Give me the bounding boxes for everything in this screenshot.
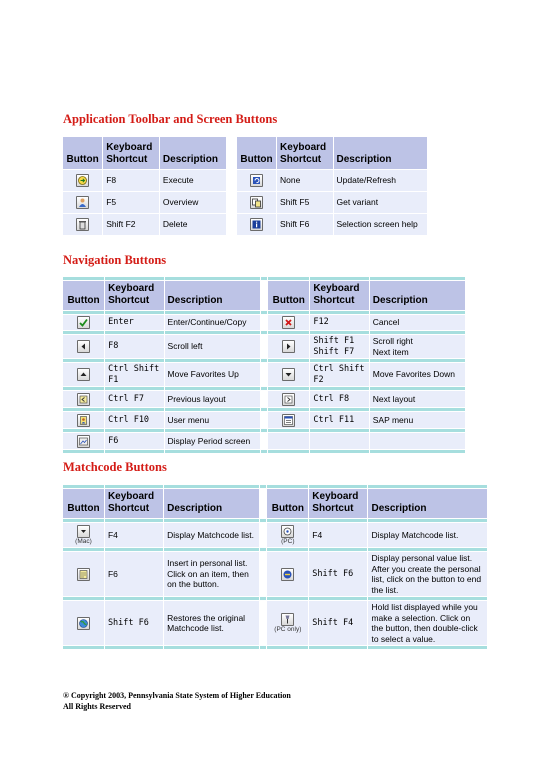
header-button: Button bbox=[237, 137, 276, 169]
header-keyboard-shortcut: Keyboard Shortcut bbox=[103, 137, 159, 169]
shortcut-cell: F4 bbox=[105, 523, 163, 547]
header-description: Description bbox=[334, 137, 428, 169]
header-description: Description bbox=[368, 489, 487, 518]
description-cell: Get variant bbox=[334, 192, 428, 213]
application-buttons-table-right bbox=[236, 136, 428, 236]
section-title-application-toolbar: Application Toolbar and Screen Buttons bbox=[63, 112, 278, 126]
header-description: Description bbox=[164, 489, 259, 518]
globe-icon bbox=[77, 617, 90, 630]
description-cell: Move Favorites Down bbox=[370, 363, 465, 386]
description-cell: User menu bbox=[165, 412, 260, 428]
user-menu-icon bbox=[77, 414, 90, 427]
shortcut-cell: Shift F1 Shift F7 bbox=[310, 335, 368, 358]
description-cell: Selection screen help bbox=[334, 214, 428, 235]
delete-icon bbox=[76, 218, 89, 231]
description-cell: Display Matchcode list. bbox=[368, 523, 487, 547]
matchcode-pc-icon bbox=[281, 525, 294, 538]
description-cell: Display Period screen bbox=[165, 433, 260, 449]
copyright-footer bbox=[63, 690, 291, 712]
shortcut-cell: None bbox=[277, 170, 332, 191]
shortcut-cell: F8 bbox=[105, 335, 163, 358]
description-cell: Hold list displayed while you make a selection. Click on the button, then double-click to select a value. bbox=[368, 601, 487, 645]
description-cell: Scroll left bbox=[165, 335, 260, 358]
shortcut-cell: F8 bbox=[103, 170, 159, 191]
shortcut-cell: Shift F5 bbox=[277, 192, 332, 213]
description-cell: Enter/Continue/Copy bbox=[165, 315, 260, 330]
description-cell: Update/Refresh bbox=[334, 170, 428, 191]
header-keyboard-shortcut: Keyboard Shortcut bbox=[310, 281, 368, 310]
arrow-down-icon bbox=[282, 368, 295, 381]
shortcut-cell: Ctrl F10 bbox=[105, 412, 163, 428]
shortcut-cell: Shift F2 bbox=[103, 214, 159, 235]
description-cell: Overview bbox=[160, 192, 226, 213]
section-title-matchcode: Matchcode Buttons bbox=[63, 460, 167, 474]
header-keyboard-shortcut: Keyboard Shortcut bbox=[105, 281, 163, 310]
header-description: Description bbox=[370, 281, 465, 310]
shortcut-cell: Ctrl Shift F2 bbox=[310, 363, 368, 386]
shortcut-cell: Ctrl F7 bbox=[105, 391, 163, 407]
header-button: Button bbox=[63, 281, 104, 310]
shortcut-cell: Shift F4 bbox=[309, 601, 367, 645]
arrow-right-icon bbox=[282, 340, 295, 353]
matchcode-buttons-table bbox=[62, 484, 488, 650]
previous-layout-icon bbox=[77, 393, 90, 406]
header-description: Description bbox=[165, 281, 260, 310]
copyright-line: ® Copyright 2003, Pennsylvania State System of Higher Education bbox=[63, 691, 291, 700]
shortcut-cell: Ctrl F8 bbox=[310, 391, 368, 407]
description-cell: Insert in personal list. Click on an item, then on the button. bbox=[164, 552, 259, 596]
shortcut-cell: F6 bbox=[105, 552, 163, 596]
dropdown-icon bbox=[77, 525, 90, 538]
arrow-left-icon bbox=[77, 340, 90, 353]
shortcut-cell: Enter bbox=[105, 315, 163, 330]
sap-menu-icon bbox=[282, 414, 295, 427]
button-cell bbox=[63, 170, 102, 191]
description-cell: Previous layout bbox=[165, 391, 260, 407]
description-cell: Move Favorites Up bbox=[165, 363, 260, 386]
description-cell: Delete bbox=[160, 214, 226, 235]
description-cell: Cancel bbox=[370, 315, 465, 330]
overview-icon bbox=[76, 196, 89, 209]
shortcut-cell: Shift F6 bbox=[277, 214, 332, 235]
shortcut-cell: F5 bbox=[103, 192, 159, 213]
execute-icon bbox=[76, 174, 89, 187]
shortcut-cell: F4 bbox=[309, 523, 367, 547]
navigation-buttons-table bbox=[62, 276, 466, 454]
platform-note: (PC only) bbox=[274, 625, 302, 633]
header-button: Button bbox=[267, 489, 308, 518]
info-icon bbox=[250, 218, 263, 231]
header-keyboard-shortcut: Keyboard Shortcut bbox=[277, 137, 332, 169]
personal-value-icon bbox=[281, 568, 294, 581]
shortcut-cell: Ctrl F11 bbox=[310, 412, 368, 428]
description-cell: SAP menu bbox=[370, 412, 465, 428]
hold-list-icon bbox=[281, 613, 294, 626]
description-cell: Display personal value list. After you create the personal list, click on the button to end the list. bbox=[368, 552, 487, 596]
description-cell: Restores the original Matchcode list. bbox=[164, 601, 259, 645]
cancel-x-icon bbox=[282, 316, 295, 329]
platform-note: (Mac) bbox=[75, 537, 92, 545]
shortcut-cell: Shift F6 bbox=[105, 601, 163, 645]
header-description: Description bbox=[160, 137, 226, 169]
rights-line: All Rights Reserved bbox=[63, 702, 131, 711]
shortcut-cell: F6 bbox=[105, 433, 163, 449]
shortcut-cell: Ctrl Shift F1 bbox=[105, 363, 163, 386]
shortcut-cell: Shift F6 bbox=[309, 552, 367, 596]
period-screen-icon bbox=[77, 435, 90, 448]
next-layout-icon bbox=[282, 393, 295, 406]
shortcut-cell: F12 bbox=[310, 315, 368, 330]
description-cell: Execute bbox=[160, 170, 226, 191]
application-buttons-table-left bbox=[62, 136, 227, 236]
description-cell: Next layout bbox=[370, 391, 465, 407]
header-keyboard-shortcut: Keyboard Shortcut bbox=[105, 489, 163, 518]
header-keyboard-shortcut: Keyboard Shortcut bbox=[309, 489, 367, 518]
platform-note: (PC) bbox=[281, 537, 295, 545]
header-button: Button bbox=[63, 489, 104, 518]
personal-list-icon bbox=[77, 568, 90, 581]
checkmark-icon bbox=[77, 316, 90, 329]
refresh-icon bbox=[250, 174, 263, 187]
description-cell: Display Matchcode list. bbox=[164, 523, 259, 547]
arrow-up-icon bbox=[77, 368, 90, 381]
variant-icon bbox=[250, 196, 263, 209]
header-button: Button bbox=[268, 281, 309, 310]
header-button: Button bbox=[63, 137, 102, 169]
section-title-navigation: Navigation Buttons bbox=[63, 253, 167, 267]
description-cell: Scroll right Next item bbox=[370, 335, 465, 358]
